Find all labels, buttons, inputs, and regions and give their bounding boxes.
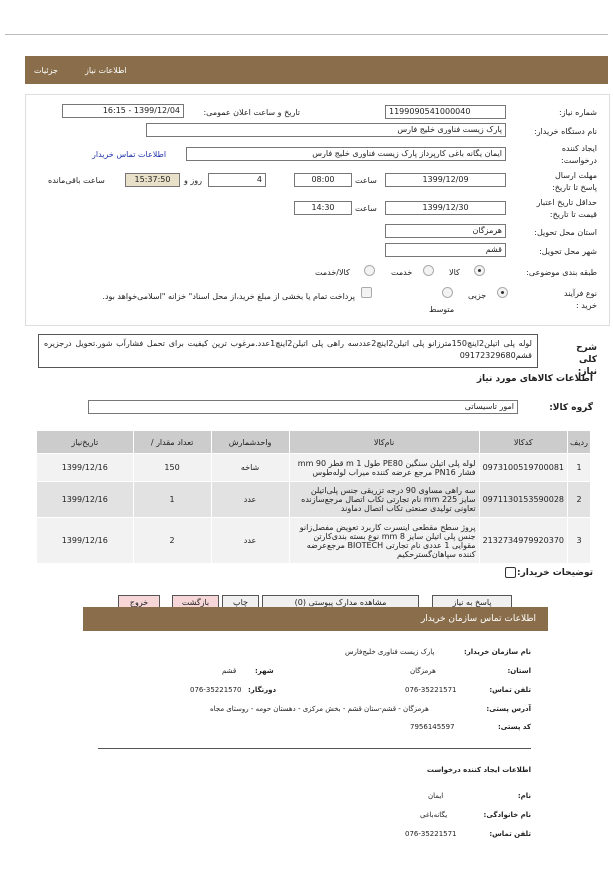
table-row	[37, 454, 591, 482]
creator-phone-value: 076-35221571	[405, 830, 457, 838]
buyer-field: پارک زیست فناوری خلیج فارس	[146, 123, 506, 137]
org-value: پارک زیست فناوری خلیج‌فارس	[345, 648, 435, 656]
fax-label: دورنگار:	[248, 686, 277, 694]
row-index: 3	[568, 518, 591, 564]
contact-title: اطلاعات تماس سازمان خریدار	[420, 614, 536, 624]
goods-group-field: امور تاسیساتی	[88, 400, 518, 414]
city-field: قشم	[385, 243, 506, 257]
table-header-row	[37, 431, 591, 454]
summary-text: لوله پلی اتیلن2اینچ150مترزانو پلی اتیلن2اینچ2عددسه راهی پلی اتیلن2اینچ1عدد.مرغوب ترین کیفیت برای تحمل فشارآب شور.تحویل درجزیره قشم09172329680	[38, 334, 538, 368]
table-row	[37, 518, 591, 564]
remaining-time-field: 15:37:50	[125, 173, 180, 187]
print-button[interactable]: چاپ	[222, 595, 259, 610]
address-value: هرمزگان - قشم-ستان قشم - بخش مرکزی - دهستان حومه - روستای مجاه	[210, 705, 429, 713]
table-row	[37, 482, 591, 518]
exit-button[interactable]: خروج	[118, 595, 160, 610]
col-unit: واحدشمارش	[211, 431, 289, 454]
row-qty: 2	[133, 518, 211, 564]
col-code: کدکالا	[479, 431, 567, 454]
row-code: 2132734979920370	[479, 518, 567, 564]
row-code: 0971130153590028	[479, 482, 567, 518]
creator-name-value: ایمان	[428, 792, 444, 800]
city-contact-label: شهر:	[255, 667, 274, 675]
buyer-notes-label: توضیحات خریدار:	[517, 568, 593, 578]
col-qty: تعداد مقدار /	[133, 431, 211, 454]
phone-value: 076-35221571	[405, 686, 457, 694]
validity-date-field: 1399/12/30	[385, 201, 506, 215]
tab-need-info[interactable]: اطلاعات نیاز	[85, 66, 127, 75]
validity-hour-label: ساعت	[355, 204, 377, 213]
goods-table	[36, 430, 591, 564]
row-code: 0973100519700081	[479, 454, 567, 482]
deadline-time-field: 08:00	[294, 173, 352, 187]
creator-name-label: نام:	[517, 792, 531, 800]
row-qty: 1	[133, 482, 211, 518]
creator-info-title: اطلاعات ایجاد کننده درخواست	[426, 766, 531, 774]
row-date: 1399/12/16	[37, 454, 134, 482]
contact-header-bar	[83, 607, 548, 631]
creator-family-label: نام خانوادگی:	[483, 811, 531, 819]
back-button[interactable]: بازگشت	[172, 595, 219, 610]
category-service-label: خدمت	[391, 268, 413, 277]
phone-label: تلفن تماس:	[489, 686, 531, 694]
city-contact-value: قشم	[222, 667, 237, 675]
treasury-payment-checkbox[interactable]	[361, 287, 372, 298]
process-medium-label: متوسط	[429, 305, 455, 314]
org-label: نام سازمان خریدار:	[463, 648, 531, 656]
postal-code-label: کد پستی:	[497, 723, 531, 731]
col-index: ردیف	[568, 431, 591, 454]
row-name: پروژ سطح مقطعی اینسرت کاربرد تعویض مفصل‌زانو جنس پلی اتیلن سایز mm 8 نوع بسته بندی‌کارتن مقوایی 1 عددی نام تجارتی BIOTECH مرجع‌عرضه کننده سپاهان‌گسترحکیم	[289, 518, 479, 564]
fax-value: 076-35221570	[190, 686, 242, 694]
row-date: 1399/12/16	[37, 482, 134, 518]
address-label: آدرس پستی:	[486, 705, 531, 713]
category-label: طبقه بندی موضوعی:	[526, 268, 597, 277]
deadline-date-field: 1399/12/09	[385, 173, 506, 187]
category-goods-label: کالا	[449, 268, 460, 277]
row-date: 1399/12/16	[37, 518, 134, 564]
creator-field: ایمان یگانه باغی کارپرداز پارک زیست فناوری خلیج فارس	[186, 147, 506, 161]
creator-family-value: یگانه‌باغی	[420, 811, 448, 819]
top-divider	[5, 34, 608, 35]
buyer-contact-link[interactable]: اطلاعات تماس خریدار	[92, 150, 167, 159]
buyer-notes-checkbox[interactable]	[505, 567, 516, 578]
category-service-radio[interactable]	[423, 265, 434, 276]
row-index: 2	[568, 482, 591, 518]
postal-code-value: 7956145597	[410, 723, 455, 731]
attachments-button[interactable]: مشاهده مدارک پیوستی (0)	[262, 595, 419, 610]
goods-group-label: گروه کالا:	[549, 403, 593, 413]
process-partial-label: جزیی	[468, 291, 487, 300]
col-name: نام‌کالا	[289, 431, 479, 454]
row-index: 1	[568, 454, 591, 482]
deadline-label: مهلت ارسال پاسخ تا تاریخ:	[552, 171, 597, 192]
creator-label: ایجاد کننده درخواست:	[561, 144, 597, 165]
treasury-payment-note: پرداخت تمام یا بخشی از مبلغ خرید،از محل اسناد" خزانه "اسلامی‌خواهد بود.	[102, 292, 355, 301]
remaining-label: ساعت باقی‌مانده	[48, 176, 105, 185]
province-contact-value: هرمزگان	[410, 667, 436, 675]
province-label: استان محل تحویل:	[534, 228, 597, 237]
row-unit: عدد	[211, 482, 289, 518]
province-field: هرمزگان	[385, 224, 506, 238]
header-bar	[25, 56, 608, 84]
tab-details[interactable]: جزئیات	[34, 66, 58, 75]
category-goods-service-label: کالا/خدمت	[315, 268, 350, 277]
reply-button[interactable]: پاسخ به نیاز	[432, 595, 512, 610]
need-number-field: 1199090541000040	[385, 105, 506, 119]
city-label: شهر محل تحویل:	[539, 247, 597, 256]
buyer-label: نام دستگاه خریدار:	[534, 127, 597, 136]
process-partial-radio[interactable]	[497, 287, 508, 298]
day-field: 4	[208, 173, 266, 187]
row-unit: شاخه	[211, 454, 289, 482]
category-goods-radio[interactable]	[474, 265, 485, 276]
row-unit: عدد	[211, 518, 289, 564]
province-contact-label: استان:	[507, 667, 531, 675]
process-label: نوع فرآیند خرید :	[564, 289, 597, 310]
deadline-hour-label: ساعت	[355, 176, 377, 185]
validity-time-field: 14:30	[294, 201, 352, 215]
announce-field: 1399/12/04 - 16:15	[62, 104, 184, 118]
validity-label: حداقل تاریخ اعتبار قیمت تا تاریخ:	[536, 198, 597, 219]
col-date: تاریخ‌نیاز	[37, 431, 134, 454]
row-name: لوله پلی اتیلن سنگین PE80 طول m 1 قطر mm 90 فشار PN16 مرجع عرضه کننده میراب لوله‌طوس	[289, 454, 479, 482]
day-label: روز و	[184, 176, 202, 185]
announce-label: تاریخ و ساعت اعلان عمومی:	[203, 108, 300, 117]
row-name: سه راهی مساوی 90 درجه تزریقی جنس پلی‌اتیلن سایز mm 225 نام تجارتی تکاب اتصال مرجع‌سازنده تعاونی تولیدی صنعتی تکاب اتصال دماوند	[289, 482, 479, 518]
creator-phone-label: تلفن تماس:	[489, 830, 531, 838]
need-number-label: شماره نیاز:	[559, 108, 597, 117]
row-qty: 150	[133, 454, 211, 482]
contact-divider	[98, 748, 531, 749]
summary-label: شرح کلی نیاز:	[576, 343, 597, 377]
category-goods-service-radio[interactable]	[364, 265, 375, 276]
goods-section-title: اطلاعات کالاهای مورد نیاز	[476, 374, 593, 384]
process-medium-radio[interactable]	[442, 287, 453, 298]
